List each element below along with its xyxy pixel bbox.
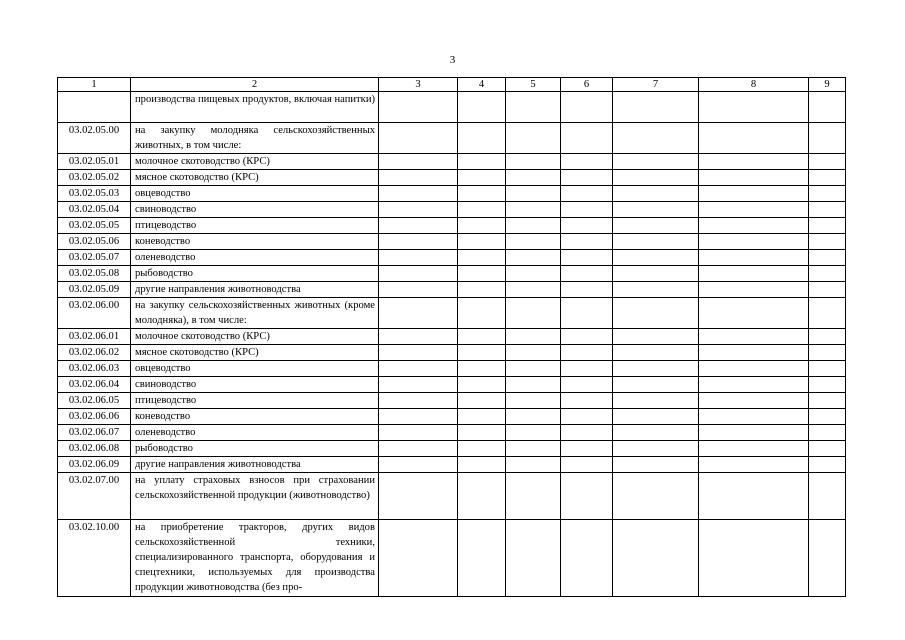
row-code: 03.02.07.00 bbox=[58, 473, 131, 520]
value-cell-col-4 bbox=[458, 266, 506, 282]
value-cell-col-8 bbox=[699, 234, 809, 250]
value-cell-col-8 bbox=[699, 266, 809, 282]
value-cell-col-6 bbox=[561, 186, 613, 202]
value-cell-col-3 bbox=[379, 329, 458, 345]
row-code: 03.02.06.08 bbox=[58, 441, 131, 457]
value-cell-col-3 bbox=[379, 92, 458, 123]
value-cell-col-3 bbox=[379, 154, 458, 170]
value-cell-col-4 bbox=[458, 250, 506, 266]
value-cell-col-4 bbox=[458, 441, 506, 457]
row-code: 03.02.06.02 bbox=[58, 345, 131, 361]
row-code: 03.02.06.09 bbox=[58, 457, 131, 473]
value-cell-col-3 bbox=[379, 425, 458, 441]
value-cell-col-6 bbox=[561, 473, 613, 520]
row-code: 03.02.06.06 bbox=[58, 409, 131, 425]
value-cell-col-4 bbox=[458, 202, 506, 218]
table-row bbox=[58, 361, 846, 377]
value-cell-col-9 bbox=[809, 377, 846, 393]
value-cell-col-7 bbox=[613, 282, 699, 298]
value-cell-col-9 bbox=[809, 186, 846, 202]
value-cell-col-5 bbox=[506, 345, 561, 361]
column-header: 6 bbox=[561, 78, 613, 92]
column-header: 5 bbox=[506, 78, 561, 92]
value-cell-col-5 bbox=[506, 377, 561, 393]
value-cell-col-3 bbox=[379, 473, 458, 520]
value-cell-col-6 bbox=[561, 425, 613, 441]
table-row bbox=[58, 329, 846, 345]
value-cell-col-4 bbox=[458, 282, 506, 298]
value-cell-col-3 bbox=[379, 234, 458, 250]
row-name: на уплату страховых взносов при страховании сельскохозяйственной продукции (животноводство) bbox=[131, 473, 379, 520]
value-cell-col-3 bbox=[379, 202, 458, 218]
value-cell-col-4 bbox=[458, 170, 506, 186]
value-cell-col-4 bbox=[458, 123, 506, 154]
value-cell-col-6 bbox=[561, 250, 613, 266]
value-cell-col-7 bbox=[613, 170, 699, 186]
value-cell-col-8 bbox=[699, 250, 809, 266]
table-row bbox=[58, 123, 846, 154]
value-cell-col-9 bbox=[809, 457, 846, 473]
value-cell-col-8 bbox=[699, 345, 809, 361]
table-row bbox=[58, 202, 846, 218]
value-cell-col-3 bbox=[379, 266, 458, 282]
value-cell-col-9 bbox=[809, 441, 846, 457]
value-cell-col-6 bbox=[561, 92, 613, 123]
row-name: птицеводство bbox=[131, 393, 379, 409]
value-cell-col-6 bbox=[561, 282, 613, 298]
table-row bbox=[58, 154, 846, 170]
row-name: молочное скотоводство (КРС) bbox=[131, 329, 379, 345]
row-code: 03.02.06.04 bbox=[58, 377, 131, 393]
row-name: оленеводство bbox=[131, 250, 379, 266]
table-body bbox=[58, 92, 846, 597]
value-cell-col-3 bbox=[379, 282, 458, 298]
row-name: птицеводство bbox=[131, 218, 379, 234]
value-cell-col-9 bbox=[809, 409, 846, 425]
row-code: 03.02.05.03 bbox=[58, 186, 131, 202]
row-code: 03.02.05.08 bbox=[58, 266, 131, 282]
value-cell-col-8 bbox=[699, 377, 809, 393]
value-cell-col-6 bbox=[561, 234, 613, 250]
value-cell-col-5 bbox=[506, 409, 561, 425]
table-row bbox=[58, 520, 846, 597]
table-row bbox=[58, 298, 846, 329]
value-cell-col-5 bbox=[506, 186, 561, 202]
value-cell-col-5 bbox=[506, 170, 561, 186]
value-cell-col-8 bbox=[699, 92, 809, 123]
table-row bbox=[58, 234, 846, 250]
value-cell-col-6 bbox=[561, 457, 613, 473]
row-name: молочное скотоводство (КРС) bbox=[131, 154, 379, 170]
value-cell-col-7 bbox=[613, 457, 699, 473]
value-cell-col-7 bbox=[613, 92, 699, 123]
row-code: 03.02.05.04 bbox=[58, 202, 131, 218]
row-code: 03.02.06.07 bbox=[58, 425, 131, 441]
value-cell-col-6 bbox=[561, 345, 613, 361]
value-cell-col-6 bbox=[561, 154, 613, 170]
value-cell-col-7 bbox=[613, 361, 699, 377]
value-cell-col-4 bbox=[458, 377, 506, 393]
value-cell-col-7 bbox=[613, 154, 699, 170]
row-name: рыбоводство bbox=[131, 441, 379, 457]
value-cell-col-7 bbox=[613, 218, 699, 234]
value-cell-col-5 bbox=[506, 282, 561, 298]
row-name: на приобретение тракторов, других видов сельскохозяйственной техники, специализированного транспорта, оборудования и спецтехники, используемых для производства продукции животноводства (без про- bbox=[131, 520, 379, 597]
value-cell-col-6 bbox=[561, 202, 613, 218]
value-cell-col-5 bbox=[506, 520, 561, 597]
table-row bbox=[58, 92, 846, 123]
row-name: оленеводство bbox=[131, 425, 379, 441]
value-cell-col-6 bbox=[561, 123, 613, 154]
value-cell-col-9 bbox=[809, 123, 846, 154]
row-name: на закупку молодняка сельскохозяйственных животных, в том числе: bbox=[131, 123, 379, 154]
value-cell-col-5 bbox=[506, 218, 561, 234]
row-code: 03.02.05.07 bbox=[58, 250, 131, 266]
row-name: на закупку сельскохозяйственных животных (кроме молодняка), в том числе: bbox=[131, 298, 379, 329]
row-name: свиноводство bbox=[131, 202, 379, 218]
value-cell-col-5 bbox=[506, 425, 561, 441]
value-cell-col-6 bbox=[561, 266, 613, 282]
value-cell-col-7 bbox=[613, 186, 699, 202]
column-header: 2 bbox=[131, 78, 379, 92]
value-cell-col-7 bbox=[613, 345, 699, 361]
value-cell-col-7 bbox=[613, 520, 699, 597]
table-row bbox=[58, 218, 846, 234]
value-cell-col-8 bbox=[699, 425, 809, 441]
value-cell-col-6 bbox=[561, 409, 613, 425]
value-cell-col-9 bbox=[809, 234, 846, 250]
value-cell-col-3 bbox=[379, 457, 458, 473]
value-cell-col-9 bbox=[809, 345, 846, 361]
value-cell-col-9 bbox=[809, 329, 846, 345]
table-row bbox=[58, 282, 846, 298]
row-code: 03.02.10.00 bbox=[58, 520, 131, 597]
row-code: 03.02.06.01 bbox=[58, 329, 131, 345]
value-cell-col-7 bbox=[613, 329, 699, 345]
row-name: мясное скотоводство (КРС) bbox=[131, 170, 379, 186]
value-cell-col-3 bbox=[379, 218, 458, 234]
value-cell-col-5 bbox=[506, 266, 561, 282]
row-name: овцеводство bbox=[131, 361, 379, 377]
table-row bbox=[58, 250, 846, 266]
row-code: 03.02.05.06 bbox=[58, 234, 131, 250]
value-cell-col-9 bbox=[809, 520, 846, 597]
value-cell-col-6 bbox=[561, 361, 613, 377]
table-row bbox=[58, 170, 846, 186]
value-cell-col-9 bbox=[809, 250, 846, 266]
value-cell-col-4 bbox=[458, 520, 506, 597]
row-name: другие направления животноводства bbox=[131, 282, 379, 298]
value-cell-col-8 bbox=[699, 218, 809, 234]
value-cell-col-6 bbox=[561, 329, 613, 345]
row-code: 03.02.05.02 bbox=[58, 170, 131, 186]
value-cell-col-7 bbox=[613, 234, 699, 250]
value-cell-col-4 bbox=[458, 92, 506, 123]
row-name: свиноводство bbox=[131, 377, 379, 393]
value-cell-col-6 bbox=[561, 170, 613, 186]
value-cell-col-3 bbox=[379, 250, 458, 266]
value-cell-col-8 bbox=[699, 473, 809, 520]
value-cell-col-9 bbox=[809, 266, 846, 282]
value-cell-col-9 bbox=[809, 92, 846, 123]
value-cell-col-7 bbox=[613, 393, 699, 409]
value-cell-col-9 bbox=[809, 361, 846, 377]
value-cell-col-6 bbox=[561, 377, 613, 393]
value-cell-col-8 bbox=[699, 393, 809, 409]
value-cell-col-7 bbox=[613, 473, 699, 520]
value-cell-col-5 bbox=[506, 361, 561, 377]
value-cell-col-3 bbox=[379, 441, 458, 457]
row-name: рыбоводство bbox=[131, 266, 379, 282]
value-cell-col-5 bbox=[506, 123, 561, 154]
value-cell-col-3 bbox=[379, 170, 458, 186]
table-row bbox=[58, 393, 846, 409]
value-cell-col-7 bbox=[613, 425, 699, 441]
row-code: 03.02.05.09 bbox=[58, 282, 131, 298]
value-cell-col-5 bbox=[506, 298, 561, 329]
value-cell-col-7 bbox=[613, 202, 699, 218]
table-row bbox=[58, 457, 846, 473]
value-cell-col-8 bbox=[699, 170, 809, 186]
table-row bbox=[58, 473, 846, 520]
value-cell-col-8 bbox=[699, 202, 809, 218]
value-cell-col-5 bbox=[506, 202, 561, 218]
row-code: 03.02.05.05 bbox=[58, 218, 131, 234]
value-cell-col-4 bbox=[458, 425, 506, 441]
column-header: 8 bbox=[699, 78, 809, 92]
table-row bbox=[58, 377, 846, 393]
value-cell-col-4 bbox=[458, 361, 506, 377]
value-cell-col-4 bbox=[458, 473, 506, 520]
row-code: 03.02.05.01 bbox=[58, 154, 131, 170]
value-cell-col-4 bbox=[458, 234, 506, 250]
value-cell-col-8 bbox=[699, 282, 809, 298]
value-cell-col-6 bbox=[561, 393, 613, 409]
value-cell-col-9 bbox=[809, 218, 846, 234]
value-cell-col-4 bbox=[458, 345, 506, 361]
value-cell-col-3 bbox=[379, 345, 458, 361]
column-header: 9 bbox=[809, 78, 846, 92]
value-cell-col-9 bbox=[809, 202, 846, 218]
value-cell-col-3 bbox=[379, 409, 458, 425]
value-cell-col-5 bbox=[506, 234, 561, 250]
row-name: мясное скотоводство (КРС) bbox=[131, 345, 379, 361]
value-cell-col-4 bbox=[458, 154, 506, 170]
value-cell-col-8 bbox=[699, 154, 809, 170]
column-header: 4 bbox=[458, 78, 506, 92]
column-header: 1 bbox=[58, 78, 131, 92]
value-cell-col-7 bbox=[613, 441, 699, 457]
value-cell-col-3 bbox=[379, 298, 458, 329]
page-number: 3 bbox=[449, 54, 456, 66]
column-header: 3 bbox=[379, 78, 458, 92]
value-cell-col-6 bbox=[561, 298, 613, 329]
table-row bbox=[58, 409, 846, 425]
table-row bbox=[58, 186, 846, 202]
value-cell-col-9 bbox=[809, 298, 846, 329]
value-cell-col-5 bbox=[506, 250, 561, 266]
value-cell-col-3 bbox=[379, 361, 458, 377]
value-cell-col-3 bbox=[379, 123, 458, 154]
value-cell-col-3 bbox=[379, 377, 458, 393]
row-name: коневодство bbox=[131, 409, 379, 425]
value-cell-col-4 bbox=[458, 393, 506, 409]
value-cell-col-8 bbox=[699, 329, 809, 345]
value-cell-col-7 bbox=[613, 123, 699, 154]
value-cell-col-5 bbox=[506, 473, 561, 520]
row-code: 03.02.05.00 bbox=[58, 123, 131, 154]
table-row bbox=[58, 425, 846, 441]
value-cell-col-9 bbox=[809, 170, 846, 186]
value-cell-col-9 bbox=[809, 393, 846, 409]
value-cell-col-8 bbox=[699, 441, 809, 457]
value-cell-col-8 bbox=[699, 409, 809, 425]
value-cell-col-7 bbox=[613, 409, 699, 425]
value-cell-col-4 bbox=[458, 218, 506, 234]
column-number-row bbox=[58, 78, 846, 92]
row-code: 03.02.06.03 bbox=[58, 361, 131, 377]
table-row bbox=[58, 441, 846, 457]
column-header: 7 bbox=[613, 78, 699, 92]
value-cell-col-9 bbox=[809, 154, 846, 170]
table-row bbox=[58, 266, 846, 282]
value-cell-col-4 bbox=[458, 329, 506, 345]
value-cell-col-5 bbox=[506, 154, 561, 170]
value-cell-col-4 bbox=[458, 186, 506, 202]
value-cell-col-8 bbox=[699, 361, 809, 377]
value-cell-col-8 bbox=[699, 457, 809, 473]
value-cell-col-7 bbox=[613, 266, 699, 282]
value-cell-col-7 bbox=[613, 298, 699, 329]
value-cell-col-9 bbox=[809, 473, 846, 520]
row-name: производства пищевых продуктов, включая напитки) bbox=[131, 92, 379, 123]
value-cell-col-8 bbox=[699, 123, 809, 154]
value-cell-col-7 bbox=[613, 250, 699, 266]
row-name: коневодство bbox=[131, 234, 379, 250]
value-cell-col-4 bbox=[458, 409, 506, 425]
value-cell-col-5 bbox=[506, 393, 561, 409]
value-cell-col-8 bbox=[699, 520, 809, 597]
value-cell-col-8 bbox=[699, 186, 809, 202]
value-cell-col-5 bbox=[506, 92, 561, 123]
value-cell-col-3 bbox=[379, 393, 458, 409]
value-cell-col-4 bbox=[458, 298, 506, 329]
value-cell-col-5 bbox=[506, 457, 561, 473]
value-cell-col-9 bbox=[809, 282, 846, 298]
row-code: 03.02.06.05 bbox=[58, 393, 131, 409]
row-code: 03.02.06.00 bbox=[58, 298, 131, 329]
table-row bbox=[58, 345, 846, 361]
row-name: другие направления животноводства bbox=[131, 457, 379, 473]
value-cell-col-3 bbox=[379, 186, 458, 202]
value-cell-col-8 bbox=[699, 298, 809, 329]
value-cell-col-6 bbox=[561, 520, 613, 597]
value-cell-col-7 bbox=[613, 377, 699, 393]
row-name: овцеводство bbox=[131, 186, 379, 202]
value-cell-col-5 bbox=[506, 329, 561, 345]
value-cell-col-3 bbox=[379, 520, 458, 597]
value-cell-col-5 bbox=[506, 441, 561, 457]
value-cell-col-4 bbox=[458, 457, 506, 473]
report-table bbox=[57, 77, 846, 597]
value-cell-col-9 bbox=[809, 425, 846, 441]
value-cell-col-6 bbox=[561, 218, 613, 234]
row-code bbox=[58, 92, 131, 123]
value-cell-col-6 bbox=[561, 441, 613, 457]
